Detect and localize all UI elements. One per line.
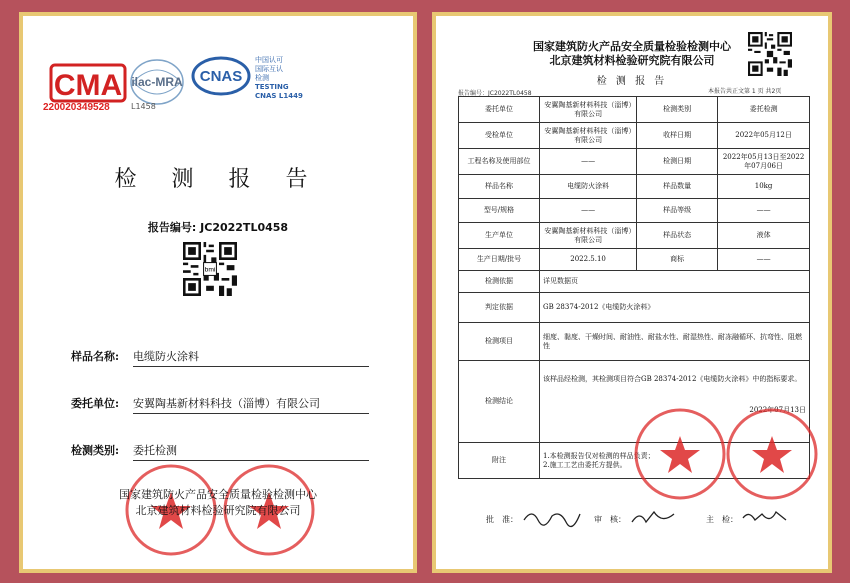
sample-name-label: 样品名称: (71, 350, 120, 363)
table-row: 型号/规格 —— 样品等级 —— (459, 199, 810, 223)
lead-tester-label: 主 检： (706, 515, 738, 524)
report-detail-page (432, 12, 832, 573)
lead-signature-icon (740, 506, 790, 528)
qr-label: bmi (204, 266, 216, 274)
conclusion-text: 该样品经检测，其检测项目符合GB 28374-2012《电缆防火涂料》中的指标要求。 (543, 375, 802, 383)
review-signature-icon (628, 506, 678, 528)
report-no-line: 报告编号：JC2022TL0458 (458, 90, 532, 97)
table-row: 生产日期/批号 2022.5.10 商标 —— (459, 249, 810, 271)
cover-title: 检 测 报 告 (114, 167, 322, 192)
cnas-logo-text: CNAS (199, 68, 243, 85)
report-cover-page (19, 12, 417, 573)
cnas-logo (191, 50, 251, 102)
client-value: 安翼陶基新材料科技（淄博）有限公司 (133, 395, 369, 414)
table-row: 样品名称 电缆防火涂料 样品数量 10kg (459, 175, 810, 199)
table-row: 附注 1.本检测报告仅对检测的样品负责； 2.施工工艺由委托方提供。 (459, 443, 810, 479)
test-type-value: 委托检测 (133, 442, 369, 461)
org-line-2: 北京建筑材料检验研究院有限公司 (135, 504, 301, 517)
cma-number: 220020349528 (43, 102, 110, 113)
table-row: 委托单位 安翼陶基新材料科技（淄博）有限公司 检测类别 委托检测 (459, 97, 810, 123)
page-info: 本报告共正文第 1 页 共2页 (708, 88, 782, 95)
conclusion-date: 2022年07月13日 (749, 406, 806, 414)
sample-name-value: 电缆防火涂料 (133, 348, 369, 367)
table-row: 工程名称及使用部位 —— 检测日期 2022年05月13日至2022年07月06日 (459, 149, 810, 175)
table-row: 受检单位 安翼陶基新材料科技（淄博）有限公司 收样日期 2022年05月12日 (459, 123, 810, 149)
report-seal-icon-1 (632, 406, 728, 502)
report-number (23, 219, 413, 235)
cma-logo-text: CMA (53, 69, 123, 102)
approve-signature-icon (522, 506, 582, 528)
table-row: 检测项目 细度、黏度、干燥时间、耐油性、耐盐水性、耐湿热性、耐冻融循环、抗弯性、阻燃性 (459, 323, 810, 361)
review-label: 审 核： (594, 515, 626, 524)
test-type-label: 检测类别: (71, 444, 120, 457)
cnas-accreditation-text: 中国认可 国际互认 检测 TESTING CNAS L1449 (255, 56, 303, 100)
ilac-number: L1458 (131, 102, 156, 111)
qr-code-icon-small (748, 32, 792, 76)
approve-label: 批 准： (486, 515, 518, 524)
report-seal-icon-2 (724, 406, 820, 502)
report-header-line-2: 北京建筑材料检验研究院有限公司 (549, 54, 715, 67)
org-line-1: 国家建筑防火产品安全质量检验检测中心 (119, 488, 317, 501)
table-row: 生产单位 安翼陶基新材料科技（淄博）有限公司 样品状态 液体 (459, 223, 810, 249)
report-number-value: JC2022TL0458 (200, 221, 289, 234)
report-number-label: 报告编号: (147, 221, 197, 234)
table-row: 检测依据 详见数据页 (459, 271, 810, 293)
table-row: 判定依据 GB 28374-2012《电缆防火涂料》 (459, 293, 810, 323)
remark-2: 2.施工工艺由委托方提供。 (543, 460, 627, 469)
report-header-line-1: 国家建筑防火产品安全质量检验检测中心 (533, 40, 731, 53)
report-subtitle: 检 测 报 告 (596, 76, 668, 87)
ilac-logo-text: ilac-MRA (131, 75, 183, 89)
table-row: 检测结论 该样品经检测，其检测项目符合GB 28374-2012《电缆防火涂料》中的指标要求。 2022年07月13日 (459, 361, 810, 443)
remark-1: 1.本检测报告仅对检测的样品负责； (543, 451, 655, 460)
qr-code-icon (183, 242, 237, 296)
client-label: 委托单位: (71, 397, 120, 410)
